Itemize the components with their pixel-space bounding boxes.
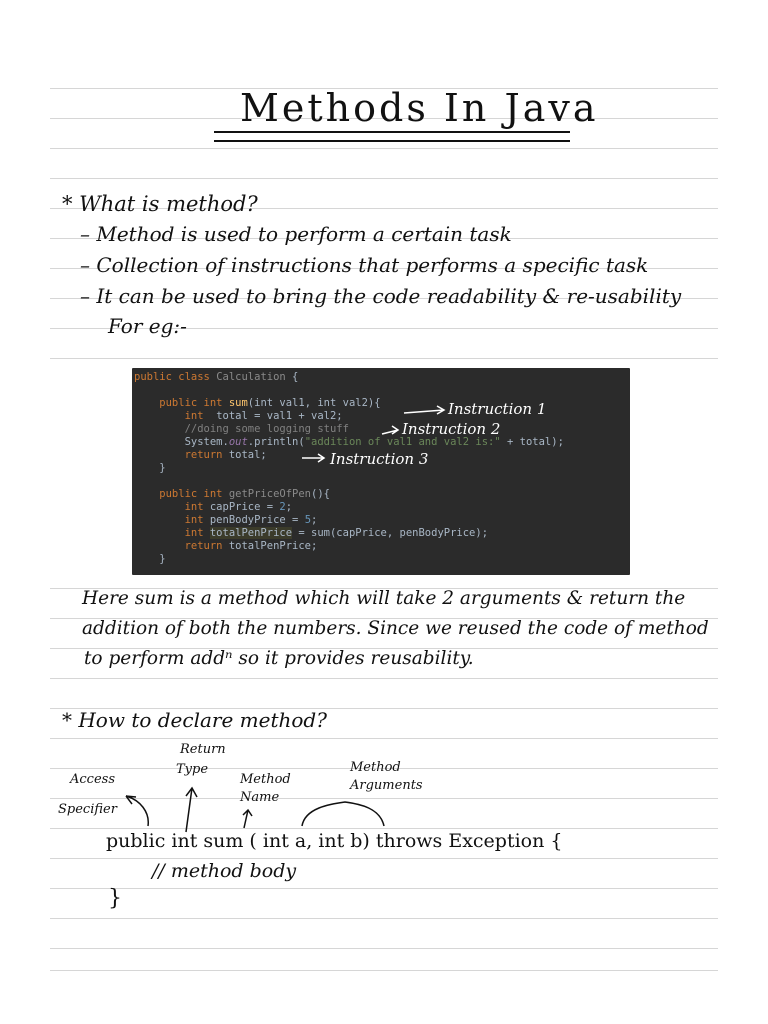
explanation-line-1: Here sum is a method which will take 2 arguments & return the [82, 588, 686, 609]
label-access: Access [70, 772, 115, 787]
code-line-7: } [134, 462, 166, 474]
code-line-8: public int getPriceOfPen(){ [134, 488, 330, 500]
code-line-1: public class Calculation { [134, 371, 299, 383]
section-heading-what-is-method: * What is method? [62, 192, 258, 216]
label-arguments: Arguments [350, 778, 423, 793]
explanation-line-2: addition of both the numbers. Since we reused the code of method [82, 618, 709, 639]
code-line-2: public int sum(int val1, int val2){ [134, 397, 381, 409]
example-label: For eg:- [108, 314, 187, 338]
page-title: Methods In Java [240, 86, 599, 130]
declaration-line: public int sum ( int a, int b) throws Exception { [106, 830, 563, 852]
code-line-3: int total = val1 + val2; [134, 410, 343, 422]
code-line-12: return totalPenPrice; [134, 540, 318, 552]
code-line-11: int totalPenPrice = sum(capPrice, penBodyPrice); [134, 527, 489, 539]
bullet-3: – It can be used to bring the code readability & re-usability [80, 284, 682, 308]
code-line-9: int capPrice = 2; [134, 501, 293, 513]
label-name: Name [240, 790, 280, 805]
annotation-instruction-3: Instruction 3 [330, 450, 429, 468]
label-method: Method [240, 772, 291, 787]
annotation-instruction-2: Instruction 2 [402, 420, 501, 438]
code-line-10: int penBodyPrice = 5; [134, 514, 318, 526]
section-heading-how-to-declare: * How to declare method? [62, 708, 327, 732]
code-line-5: System.out.println("addition of val1 and val2 is:" + total); [134, 436, 564, 448]
bullet-2: – Collection of instructions that performs a specific task [80, 253, 649, 277]
method-body-comment: // method body [152, 860, 297, 882]
label-type: Type [176, 762, 209, 777]
code-line-13: } [134, 553, 166, 565]
explanation-line-3: to perform addⁿ so it provides reusability. [84, 648, 474, 669]
label-method-2: Method [350, 760, 401, 775]
bullet-1: – Method is used to perform a certain task [80, 222, 512, 246]
label-specifier: Specifier [58, 802, 117, 817]
annotation-instruction-1: Instruction 1 [448, 400, 547, 418]
closing-brace: } [108, 886, 122, 911]
code-line-6: return total; [134, 449, 267, 461]
code-line-4: //doing some logging stuff [134, 423, 349, 435]
label-return: Return [180, 742, 226, 757]
